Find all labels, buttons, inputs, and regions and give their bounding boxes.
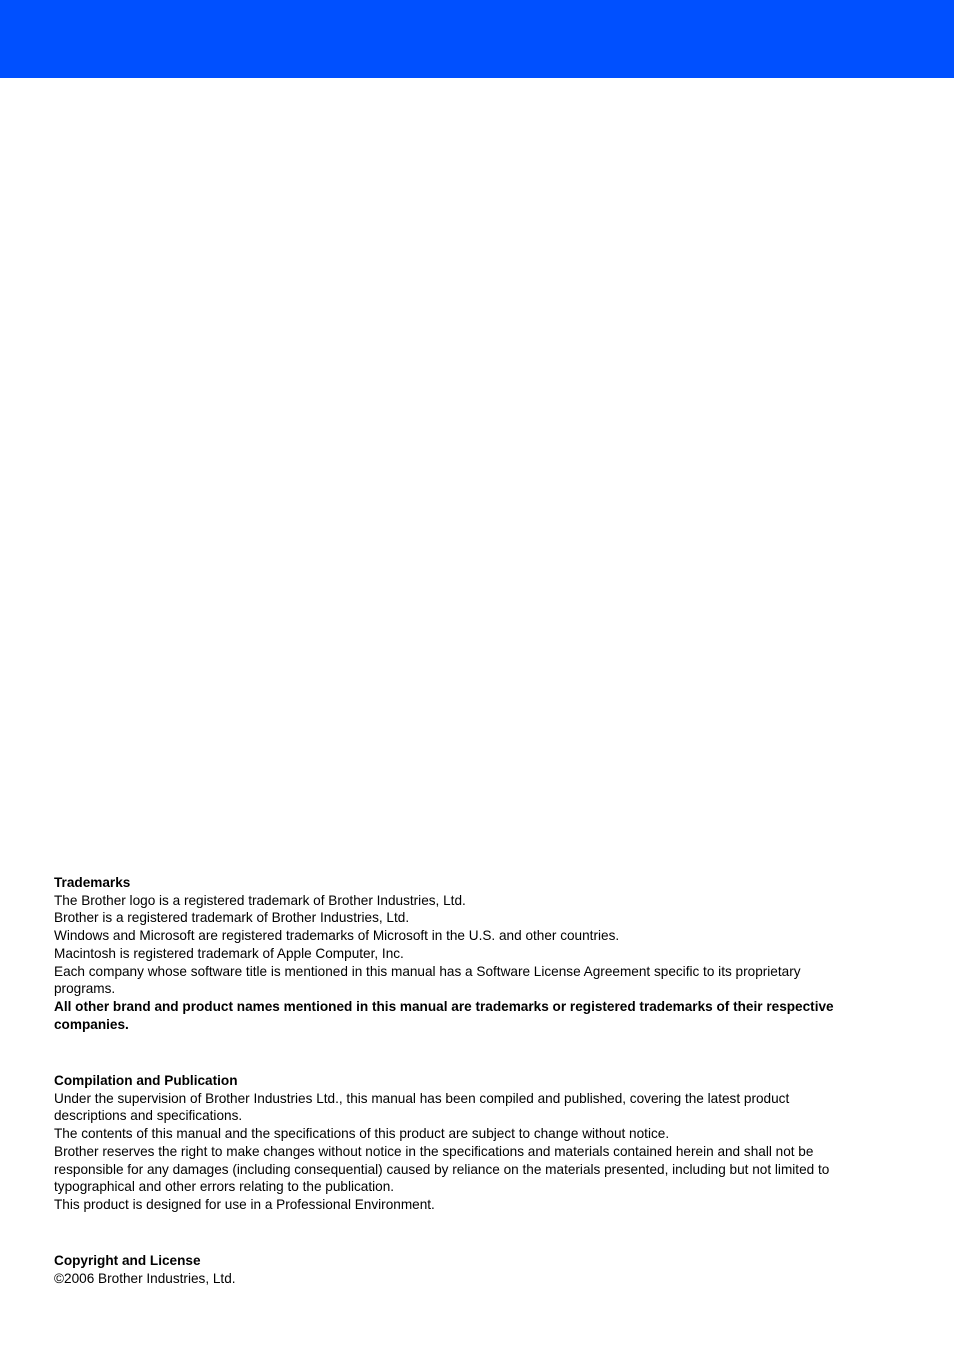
trademark-line-windows: Windows and Microsoft are registered trademarks of Microsoft in the U.S. and other countries.: [54, 928, 620, 944]
compilation-section: [54, 1072, 854, 1214]
copyright-title: Copyright and License: [54, 1253, 201, 1268]
trademarks-section: [54, 874, 854, 1033]
trademarks-title: Trademarks: [54, 875, 131, 890]
compilation-line-rights: Brother reserves the right to make changes without notice in the specifications and materials contained herein and shall not be responsible for any damages (including consequential) caused by reliance on the materials presented, including but not limited to typographical and other errors relating to the publication.: [54, 1143, 830, 1195]
compilation-title: Compilation and Publication: [54, 1073, 238, 1088]
trademark-line-brother: Brother is a registered trademark of Brother Industries, Ltd.: [54, 910, 410, 926]
top-banner: [0, 0, 954, 78]
compilation-line-environment: This product is designed for use in a Professional Environment.: [54, 1196, 435, 1212]
trademark-bold-note: All other brand and product names mentioned in this manual are trademarks or registered trademarks of their respective companies.: [54, 998, 834, 1032]
copyright-section: [54, 1252, 854, 1287]
trademark-line-brother-logo: The Brother logo is a registered trademark of Brother Industries, Ltd.: [54, 892, 466, 908]
compilation-line-contents: The contents of this manual and the specifications of this product are subject to change without notice.: [54, 1126, 670, 1142]
trademark-line-license: Each company whose software title is mentioned in this manual has a Software License Agreement specific to its proprietary programs.: [54, 963, 801, 997]
trademark-line-macintosh: Macintosh is registered trademark of Apple Computer, Inc.: [54, 945, 404, 961]
compilation-line-supervision: Under the supervision of Brother Industries Ltd., this manual has been compiled and published, covering the latest product descriptions and specifications.: [54, 1090, 790, 1124]
copyright-line: ©2006 Brother Industries, Ltd.: [54, 1270, 236, 1286]
